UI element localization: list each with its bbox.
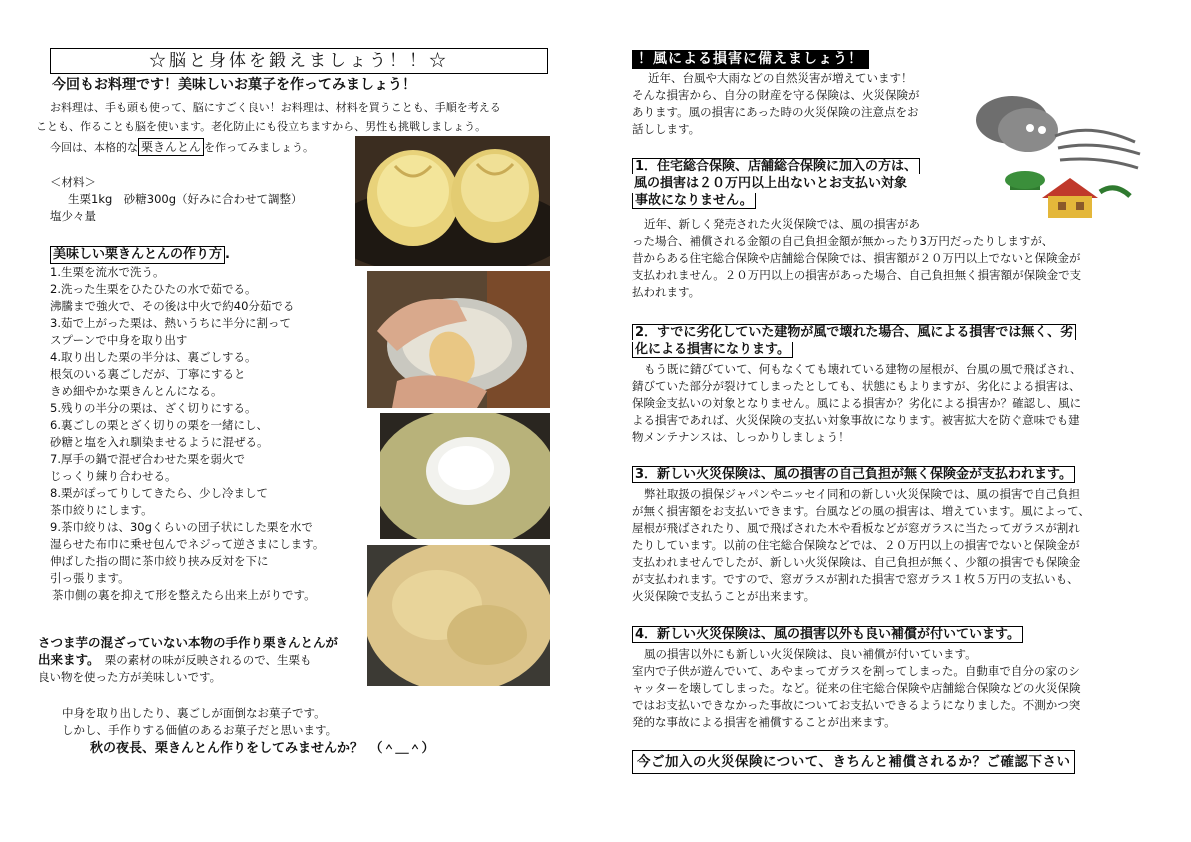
today-pre: 今回は、本格的な bbox=[50, 141, 138, 154]
photo-kurikinton-finished bbox=[355, 136, 550, 266]
materials-heading: ＜材料＞ bbox=[50, 175, 96, 189]
s3-body-line: 火災保険で支払うことが出来ます。 bbox=[632, 589, 816, 603]
left-intro-2: ことも、作ることも脳を使います。老化防止にも役立ちますから、男性も挑戦しましょう。 bbox=[36, 120, 487, 133]
bold-note-line2 bbox=[38, 651, 338, 669]
s1-body-line: 近年、新しく発売された火災保険では、風の損害があ bbox=[644, 217, 920, 231]
bold-note-line2-bold: 出来ます。 bbox=[38, 652, 94, 667]
step-line: 1.生栗を流水で洗う。 bbox=[50, 265, 165, 279]
step-line: 伸ばした指の間に茶巾絞り挟み反対を下に bbox=[50, 554, 269, 568]
s3-body-line: が支払われます。ですので、窓ガラスが割れた損害で窓ガラス１枚５万円の支払いも、 bbox=[632, 572, 1079, 586]
s3-body-line: たりしています。以前の住宅総合保険などでは、２０万円以上の損害でないと保険金が bbox=[632, 538, 1080, 552]
step-line: 根気のいる裏ごしだが、丁寧にすると bbox=[50, 367, 246, 381]
bold-note-line2-rest: 栗の素材の味が反映されるので、生栗も bbox=[104, 653, 312, 667]
section-2-body bbox=[632, 361, 1081, 446]
step-line: 沸騰まで強火で、その後は中火で約40分茹でる bbox=[50, 299, 295, 313]
section-1-heading bbox=[632, 158, 920, 209]
left-title: ☆脳と身体を鍛えましょう！！☆ bbox=[50, 48, 548, 74]
section-3-body bbox=[632, 486, 1090, 605]
step-line: じっくり練り合わせる。 bbox=[50, 469, 177, 483]
s2-head-2: 化による損害になります。 bbox=[632, 342, 793, 358]
closing-1: 中身を取り出したり、裏ごしが面倒なお菓子です。 bbox=[62, 706, 326, 720]
step-line: 8.栗がぽってりしてきたら、少し冷まして bbox=[50, 486, 268, 500]
today-boxed: 栗きんとん bbox=[138, 138, 204, 156]
step-line: 茶巾側の裏を抑えて形を整えたら出来上がりです。 bbox=[52, 588, 316, 602]
s4-body-line: 風の損害以外にも新しい火災保険は、良い補償が付いています。 bbox=[644, 647, 977, 661]
section-4-heading bbox=[632, 626, 1023, 643]
photo-sugar-mixture bbox=[380, 413, 550, 539]
step-line: 茶巾絞りにします。 bbox=[50, 503, 153, 517]
s4-body-line: 発的な事故による損害を補償することが出来ます。 bbox=[632, 715, 896, 729]
section-1-body bbox=[632, 216, 1081, 301]
closing-3: 秋の夜長、栗きんとん作りをしてみませんか？ （＾＿＾） bbox=[90, 741, 435, 756]
s2-body-line: よる損害であれば、火災保険の支払い対象事故になります。被害拡大を防ぐ意味でも建 bbox=[632, 413, 1080, 427]
s4-body-line: 室内で子供が遊んでいて、あやまってガラスを割ってしまった。自動車で自分の家のシ bbox=[632, 664, 1080, 678]
photo-kneaded-chestnut bbox=[367, 545, 550, 686]
today-post: を作ってみましょう。 bbox=[204, 141, 315, 154]
s1-body-line: 払われます。 bbox=[632, 285, 701, 299]
final-note: 今ご加入の火災保険について、きちんと補償されるか？ご確認下さい bbox=[632, 750, 1075, 774]
s3-body-line: が無く損害額をお支払いできます。台風などの風の損害は、増えています。風によって、 bbox=[632, 504, 1090, 518]
s1-body-line: った場合、補償される金額の自己負担金額が無かったり3万円だったりしますが、 bbox=[632, 234, 1054, 248]
step-line: 引っ張ります。 bbox=[50, 571, 130, 585]
section-4-body bbox=[632, 646, 1081, 731]
left-today bbox=[50, 138, 314, 156]
step-line: 2.洗った生栗をひたひたの水で茹でる。 bbox=[50, 282, 257, 296]
closing-2: しかし、手作りする価値のあるお菓子だと思います。 bbox=[62, 723, 338, 737]
s2-body-line: 錆びていた部分が裂けてしまったとしても、状態にもよりますが、劣化による損害は、 bbox=[632, 379, 1081, 393]
section-2-heading bbox=[632, 324, 1076, 358]
step-line: きめ細やかな栗きんとんになる。 bbox=[50, 384, 223, 398]
step-line: 9.茶巾絞りは、30gくらいの団子状にした栗を水で bbox=[50, 520, 313, 534]
s2-head-1: 2．すでに劣化していた建物が風で壊れた場合、風による損害では無く、劣 bbox=[632, 324, 1076, 340]
s1-head-2: 風の損害は２０万円以上出ないとお支払い対象 bbox=[634, 176, 908, 191]
section-3-heading bbox=[632, 466, 1075, 483]
materials-line2: 塩少々量 bbox=[50, 209, 96, 223]
recipe-heading-boxed: 美味しい栗きんとんの作り方 bbox=[50, 246, 225, 264]
right-intro-line: 近年、台風や大雨などの自然災害が増えています！ bbox=[648, 71, 913, 85]
s1-body-line: 支払われません。２０万円以上の損害があった場合、自己負担無く損害額が保険金で支 bbox=[632, 268, 1082, 282]
recipe-heading bbox=[50, 246, 230, 264]
step-line: 6.裏ごしの栗とざく切りの栗を一緒にし、 bbox=[50, 418, 268, 432]
s4-body-line: ではお支払いできなかった事故についてお支払いできるようになりました。不測かつ突 bbox=[632, 698, 1081, 712]
s2-body-line: 物メンテナンスは、しっかりしましょう！ bbox=[632, 430, 850, 444]
s3-body-line: 弊社取扱の損保ジャパンやニッセイ同和の新しい火災保険では、風の損害で自己負担 bbox=[644, 487, 1080, 501]
step-line: 3.茹で上がった栗は、熱いうちに半分に割って bbox=[50, 316, 291, 330]
right-intro-line: そんな損害から、自分の財産を守る保険は、火災保険が bbox=[632, 88, 920, 102]
materials-line1: 生栗1kg 砂糖300g（好みに合わせて調整） bbox=[68, 192, 303, 206]
recipe-heading-tail: . bbox=[225, 247, 230, 262]
step-line: 湿らせた布巾に乗せ包んでネジって逆さまにします。 bbox=[50, 537, 325, 551]
right-intro-line: あります。風の損害にあった時の火災保険の注意点をお bbox=[632, 105, 919, 119]
step-line: 4.取り出した栗の半分は、裏ごしする。 bbox=[50, 350, 257, 364]
s3-head: 3．新しい火災保険は、風の損害の自己負担が無く保険金が支払われます。 bbox=[632, 466, 1075, 483]
s1-body-line: 昔からある住宅総合保険や店舗総合保険では、損害額が２０万円以上でないと保険金が bbox=[632, 251, 1081, 265]
s4-head: 4．新しい火災保険は、風の損害以外も良い補償が付いています。 bbox=[632, 626, 1023, 643]
s1-head-1: 1．住宅総合保険、店舗総合保険に加入の方は、 bbox=[632, 158, 920, 174]
step-line: 5.残りの半分の栗は、ざく切りにする。 bbox=[50, 401, 257, 415]
step-line: 砂糖と塩を入れ馴染ませるように混ぜる。 bbox=[50, 435, 269, 449]
s1-head-3: 事故になりません。 bbox=[632, 193, 756, 209]
bold-note-line1: さつま芋の混ざっていない本物の手作り栗きんとんが bbox=[38, 635, 339, 650]
left-intro-1: お料理は、手も頭も使って、脳にすごく良い！お料理は、材料を買うことも、手順を考える bbox=[50, 101, 501, 114]
bold-note-line3: 良い物を使った方が美味しいです。 bbox=[38, 670, 222, 684]
bold-note bbox=[38, 634, 338, 686]
s2-body-line: もう既に錆びていて、何もなくても壊れている建物の屋根が、台風の風で飛ばされ、 bbox=[644, 362, 1082, 376]
s2-body-line: 保険金支払いの対象となりません。風による損害か？劣化による損害か？確認し、風に bbox=[632, 396, 1082, 410]
photo-scooping-chestnut bbox=[367, 271, 550, 408]
right-title: ！風による損害に備えましょう！ bbox=[632, 50, 869, 69]
s3-body-line: 支払われませんでしたが、新しい火災保険は、自己負担が無く、少額の損害でも保険金 bbox=[632, 555, 1081, 569]
wind-house-illustration bbox=[970, 92, 1145, 222]
right-intro-line: 話しします。 bbox=[632, 122, 701, 136]
s4-body-line: ャッターを壊してしまった。など。従来の住宅総合保険や店舗総合保険などの火災保険 bbox=[632, 681, 1081, 695]
step-line: 7.厚手の鍋で混ぜ合わせた栗を弱火で bbox=[50, 452, 245, 466]
step-line: スプーンで中身を取り出す bbox=[50, 333, 188, 347]
s3-body-line: 屋根が飛ばされたり、風で飛ばされた木や看板などが窓ガラスに当たってガラスが割れ bbox=[632, 521, 1080, 535]
recipe-steps bbox=[50, 264, 324, 604]
left-subtitle: 今回もお料理です！美味しいお菓子を作ってみましょう！ bbox=[52, 77, 416, 93]
right-intro bbox=[632, 70, 920, 138]
